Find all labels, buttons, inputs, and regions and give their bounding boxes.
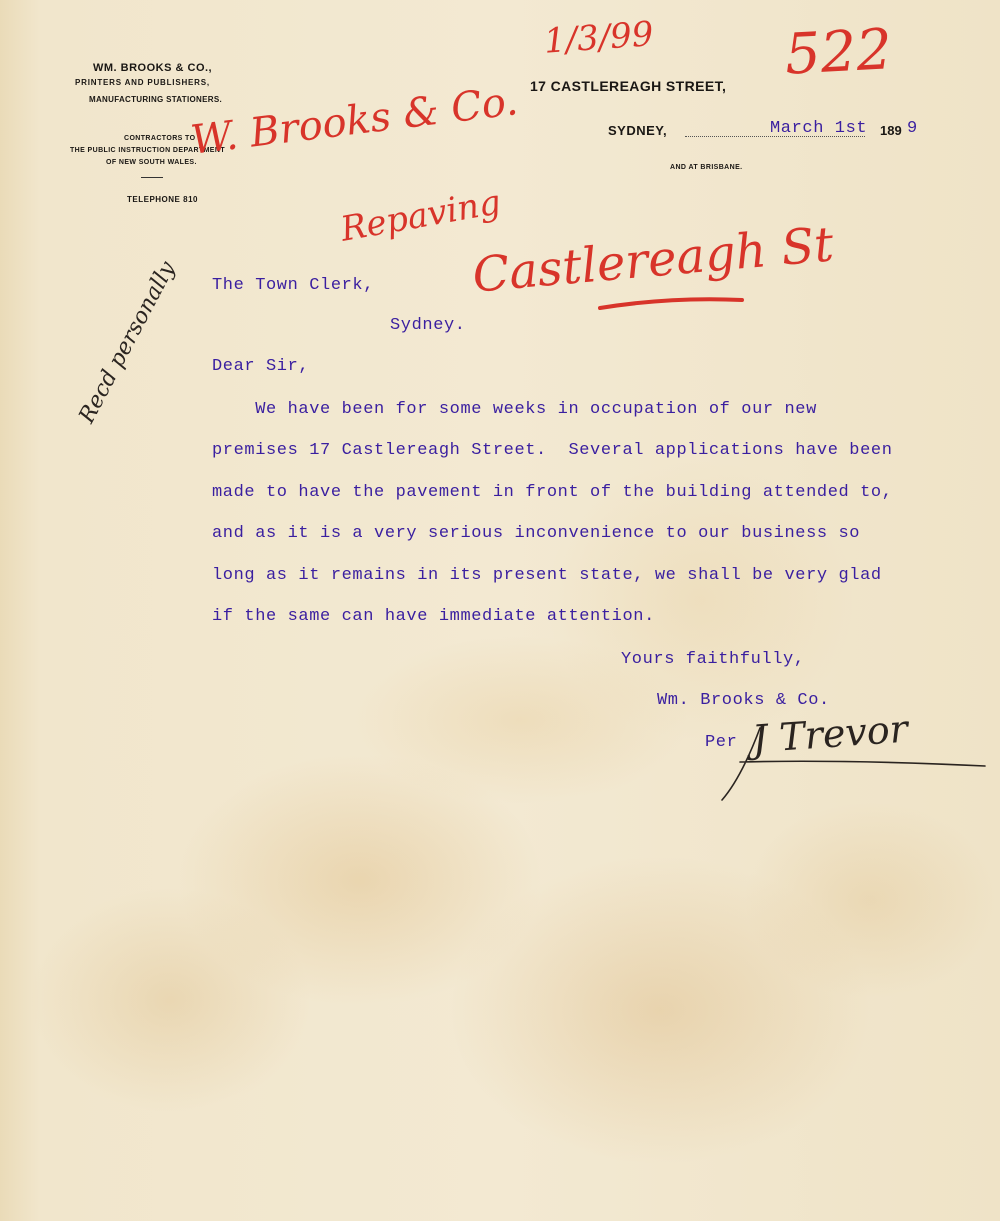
body-line: premises 17 Castlereagh Street. Several applications have been xyxy=(212,441,893,460)
city-label: SYDNEY, xyxy=(608,123,668,138)
file-number: 522 xyxy=(783,17,894,88)
company-stamp-signature: W. Brooks & Co. xyxy=(188,78,521,164)
body-line: made to have the pavement in front of the building attended to, xyxy=(212,483,893,502)
company-line-printers: PRINTERS AND PUBLISHERS, xyxy=(75,78,210,87)
year-digit: 9 xyxy=(907,119,918,138)
body-line: We have been for some weeks in occupation of our new xyxy=(212,400,817,419)
company-line-stationers: MANUFACTURING STATIONERS. xyxy=(89,95,222,104)
contractors-line-3: OF NEW SOUTH WALES. xyxy=(106,159,197,166)
margin-note: Recd personally xyxy=(74,257,181,428)
telephone: TELEPHONE 810 xyxy=(127,195,198,204)
subject-repaving: Repaving xyxy=(337,182,504,250)
signature: J Trevor xyxy=(750,706,910,762)
per-label: Per xyxy=(705,733,738,752)
street-address: 17 CASTLEREAGH STREET, xyxy=(530,78,727,94)
contractors-line-2: THE PUBLIC INSTRUCTION DEPARTMENT xyxy=(70,147,226,154)
body-line: if the same can have immediate attention. xyxy=(212,607,655,626)
addressee-city: Sydney. xyxy=(390,316,466,335)
brisbane-branch: AND AT BRISBANE. xyxy=(670,164,743,171)
header-divider xyxy=(141,177,163,178)
closing: Yours faithfully, xyxy=(621,650,805,669)
addressee: The Town Clerk, xyxy=(212,276,375,295)
subject-castlereagh: Castlereagh St xyxy=(470,216,836,304)
body-line: long as it remains in its present state, we shall be very glad xyxy=(212,566,882,585)
letter-date: March 1st xyxy=(770,119,868,138)
contractors-line-1: CONTRACTORS TO xyxy=(124,135,196,142)
date-annotation: 1/3/99 xyxy=(542,14,655,62)
year-prefix: 189 xyxy=(880,123,902,138)
salutation: Dear Sir, xyxy=(212,357,310,376)
body-line: and as it is a very serious inconvenience to our business so xyxy=(212,524,861,543)
signatory: Wm. Brooks & Co. xyxy=(657,691,830,710)
company-name: WM. BROOKS & CO., xyxy=(93,62,213,74)
subject-underline xyxy=(600,299,742,308)
